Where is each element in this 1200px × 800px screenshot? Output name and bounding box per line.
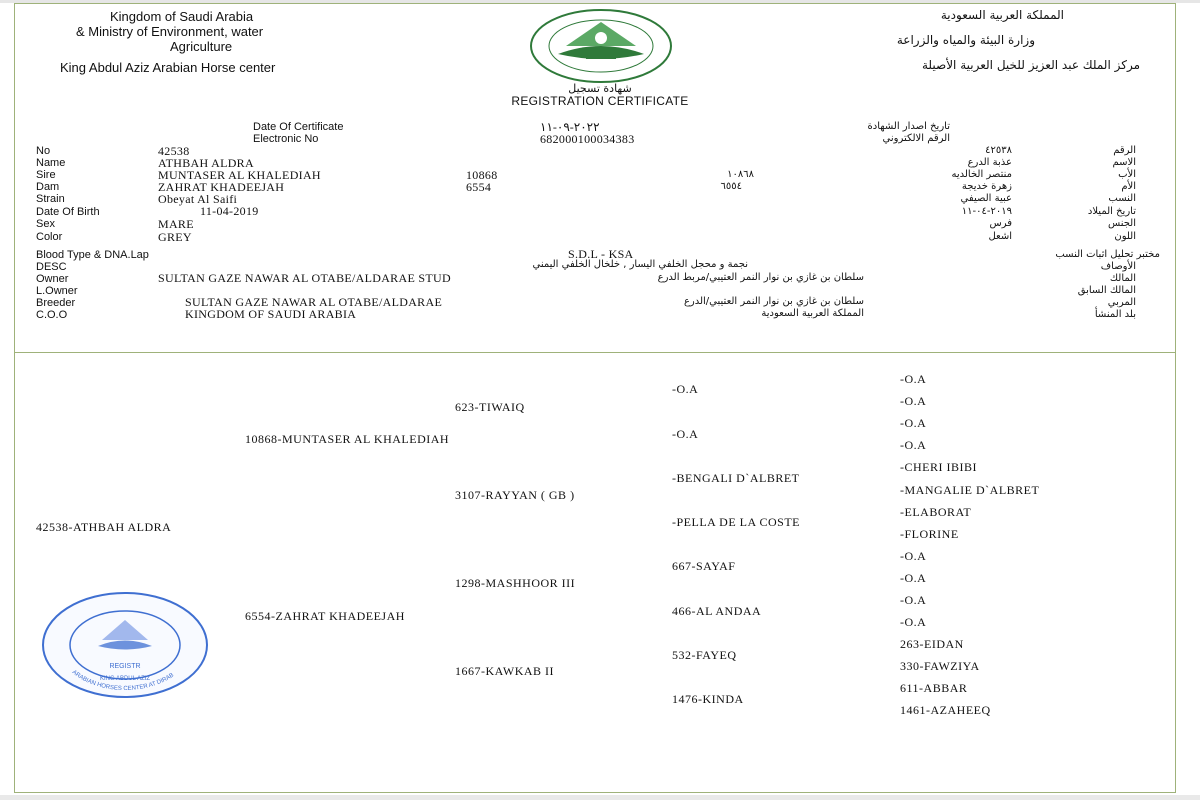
color-label: Color bbox=[36, 231, 63, 243]
header-en-line4: King Abdul Aziz Arabian Horse center bbox=[60, 60, 276, 75]
sex-label-ar: الجنس bbox=[1107, 218, 1136, 229]
dob-label-ar: تاريخ الميلاد bbox=[1087, 206, 1136, 217]
electronic-label-ar: الرقم الالكتروني bbox=[882, 133, 950, 144]
page-bottom-edge bbox=[0, 795, 1200, 800]
dam-label-ar: الأم bbox=[1121, 181, 1136, 192]
pedigree-gen2-2: 3107-RAYYAN ( GB ) bbox=[455, 488, 575, 502]
pedigree-gen3-8: 1476-KINDA bbox=[672, 692, 744, 706]
section-divider bbox=[14, 352, 1176, 353]
pedigree-gen4-7: -ELABORAT bbox=[900, 505, 972, 519]
coo-label-ar: بلد المنشأ bbox=[1094, 309, 1136, 320]
pedigree-gen3-5: 667-SAYAF bbox=[672, 559, 736, 573]
color-label-ar: اللون bbox=[1114, 231, 1136, 242]
coo-value: KINGDOM OF SAUDI ARABIA bbox=[185, 307, 357, 321]
header-ar-line1: المملكة العربية السعودية bbox=[940, 8, 1064, 22]
sire-value-ar: منتصر الخالديه bbox=[951, 169, 1012, 180]
pedigree-gen2-3: 1298-MASHHOOR III bbox=[455, 576, 576, 590]
pedigree-gen4-16: 1461-AZAHEEQ bbox=[900, 703, 991, 717]
dob-value-ar: ٢٠١٩-٠٤-١١ bbox=[961, 206, 1012, 217]
pedigree-gen4-5: -CHERI IBIBI bbox=[900, 460, 977, 474]
blood-label: Blood Type & DNA.Lap bbox=[36, 249, 149, 261]
pedigree-gen4-2: -O.A bbox=[900, 394, 927, 408]
pedigree-gen4-12: -O.A bbox=[900, 615, 927, 629]
sex-value-ar: فرس bbox=[989, 218, 1012, 229]
pedigree-sire: 10868-MUNTASER AL KHALEDIAH bbox=[245, 432, 450, 446]
pedigree-gen3-1: -O.A bbox=[672, 382, 699, 396]
name-label: Name bbox=[36, 157, 66, 169]
sex-label: Sex bbox=[36, 218, 55, 230]
pedigree-gen4-9: -O.A bbox=[900, 549, 927, 563]
stamp-inner-text: KING ABDUL AZIZ bbox=[99, 676, 151, 682]
date-value: ٢٠٢٢-٠٩-١١ bbox=[540, 120, 600, 134]
pedigree-gen3-4: -PELLA DE LA COSTE bbox=[672, 515, 800, 529]
date-label: Date Of Certificate bbox=[253, 121, 344, 133]
header-en-line1: Kingdom of Saudi Arabia bbox=[110, 9, 254, 24]
ministry-logo bbox=[528, 8, 674, 84]
coo-value-ar: المملكة العربية السعودية bbox=[761, 308, 864, 319]
pedigree-gen4-14: 330-FAWZIYA bbox=[900, 659, 980, 673]
title-ar: شهادة تسجيل bbox=[568, 82, 632, 95]
dam-label: Dam bbox=[36, 181, 60, 193]
dam-value: ZAHRAT KHADEEJAH bbox=[158, 180, 285, 194]
registration-stamp bbox=[40, 590, 210, 700]
pedigree-gen2-4: 1667-KAWKAB II bbox=[455, 664, 555, 678]
pedigree-gen2-1: 623-TIWAIQ bbox=[455, 400, 525, 414]
dam-number-ar: ٦٥٥٤ bbox=[720, 181, 742, 192]
blood-value: S.D.L - KSA bbox=[568, 247, 634, 261]
header-en-line2: & Ministry of Environment, water bbox=[76, 24, 264, 39]
breeder-value-ar: سلطان بن غازي بن نوار النمر العتيبي/الدرع bbox=[683, 296, 864, 307]
header-ar-line3: مركز الملك عبد العزيز للخيل العربية الأصيلة bbox=[922, 58, 1140, 72]
sire-value: MUNTASER AL KHALEDIAH bbox=[158, 168, 321, 182]
no-value-ar: ٤٢٥٣٨ bbox=[985, 145, 1012, 156]
desc-value-ar: نجمة و محجل الخلفي اليسار , خلخال الخلفي اليمني bbox=[532, 259, 748, 270]
sex-value: MARE bbox=[158, 217, 194, 231]
no-value: 42538 bbox=[158, 144, 190, 158]
no-label-ar: الرقم bbox=[1113, 145, 1136, 156]
pedigree-gen4-6: -MANGALIE D`ALBRET bbox=[900, 483, 1040, 497]
strain-value: Obeyat Al Saifi bbox=[158, 192, 238, 206]
pedigree-gen3-6: 466-AL ANDAA bbox=[672, 604, 762, 618]
sire-label-ar: الأب bbox=[1118, 169, 1136, 180]
electronic-label: Electronic No bbox=[253, 133, 319, 145]
pedigree-gen4-3: -O.A bbox=[900, 416, 927, 430]
strain-label-ar: النسب bbox=[1108, 193, 1136, 204]
color-value-ar: اشعل bbox=[988, 231, 1012, 242]
pedigree-gen3-3: -BENGALI D`ALBRET bbox=[672, 471, 800, 485]
sire-number: 10868 bbox=[466, 168, 498, 182]
stamp-label: REGISTR bbox=[109, 663, 141, 670]
pedigree-gen3-2: -O.A bbox=[672, 427, 699, 441]
pedigree-gen4-11: -O.A bbox=[900, 593, 927, 607]
dob-label: Date Of Birth bbox=[36, 206, 100, 218]
coo-label: C.O.O bbox=[36, 309, 68, 321]
lowner-label: L.Owner bbox=[36, 285, 78, 297]
name-value: ATHBAH ALDRA bbox=[158, 156, 254, 170]
pedigree-horse: 42538-ATHBAH ALDRA bbox=[36, 520, 172, 534]
pedigree-gen4-4: -O.A bbox=[900, 438, 927, 452]
dob-value: 11-04-2019 bbox=[200, 204, 259, 218]
sire-number-ar: ١٠٨٦٨ bbox=[727, 169, 754, 180]
pedigree-gen4-1: -O.A bbox=[900, 372, 927, 386]
pedigree-gen3-7: 532-FAYEQ bbox=[672, 648, 737, 662]
sire-label: Sire bbox=[36, 169, 56, 181]
strain-label: Strain bbox=[36, 193, 65, 205]
breeder-label: Breeder bbox=[36, 297, 76, 309]
blood-label-ar: مختبر تحليل اثبات النسب bbox=[1055, 249, 1160, 260]
pedigree-gen4-8: -FLORINE bbox=[900, 527, 959, 541]
pedigree-gen4-10: -O.A bbox=[900, 571, 927, 585]
owner-value-ar: سلطان بن غازي بن نوار النمر العتيبي/مربط الدرع bbox=[657, 272, 864, 283]
breeder-value: SULTAN GAZE NAWAR AL OTABE/ALDARAE bbox=[185, 295, 443, 309]
title-en: REGISTRATION CERTIFICATE bbox=[511, 94, 689, 108]
header-en-line3: Agriculture bbox=[170, 39, 233, 54]
pedigree-dam: 6554-ZAHRAT KHADEEJAH bbox=[245, 609, 405, 623]
owner-label: Owner bbox=[36, 273, 69, 285]
date-label-ar: تاريخ اصدار الشهادة bbox=[867, 121, 950, 132]
stamp-ring-text: ARABIAN HORSES CENTER AT DIRAB bbox=[70, 669, 176, 693]
desc-label-ar: الأوصاف bbox=[1100, 261, 1136, 272]
name-label-ar: الاسم bbox=[1112, 157, 1136, 168]
color-value: GREY bbox=[158, 230, 192, 244]
lowner-label-ar: المالك السابق bbox=[1077, 285, 1136, 296]
breeder-label-ar: المربي bbox=[1107, 297, 1136, 308]
dam-value-ar: زهرة خديجة bbox=[961, 181, 1012, 192]
electronic-value: 682000100034383 bbox=[540, 132, 635, 146]
desc-label: DESC bbox=[36, 261, 67, 273]
dam-number: 6554 bbox=[466, 180, 492, 194]
no-label: No bbox=[36, 145, 51, 157]
name-value-ar: عذبة الدرع bbox=[967, 157, 1012, 168]
pedigree-gen4-15: 611-ABBAR bbox=[900, 681, 968, 695]
owner-label-ar: المالك bbox=[1109, 273, 1136, 284]
header-ar-line2: وزارة البيئة والمياه والزراعة bbox=[896, 33, 1035, 47]
owner-value: SULTAN GAZE NAWAR AL OTABE/ALDARAE STUD bbox=[158, 271, 451, 285]
strain-value-ar: عبية الصيفي bbox=[960, 193, 1012, 204]
pedigree-gen4-13: 263-EIDAN bbox=[900, 637, 964, 651]
